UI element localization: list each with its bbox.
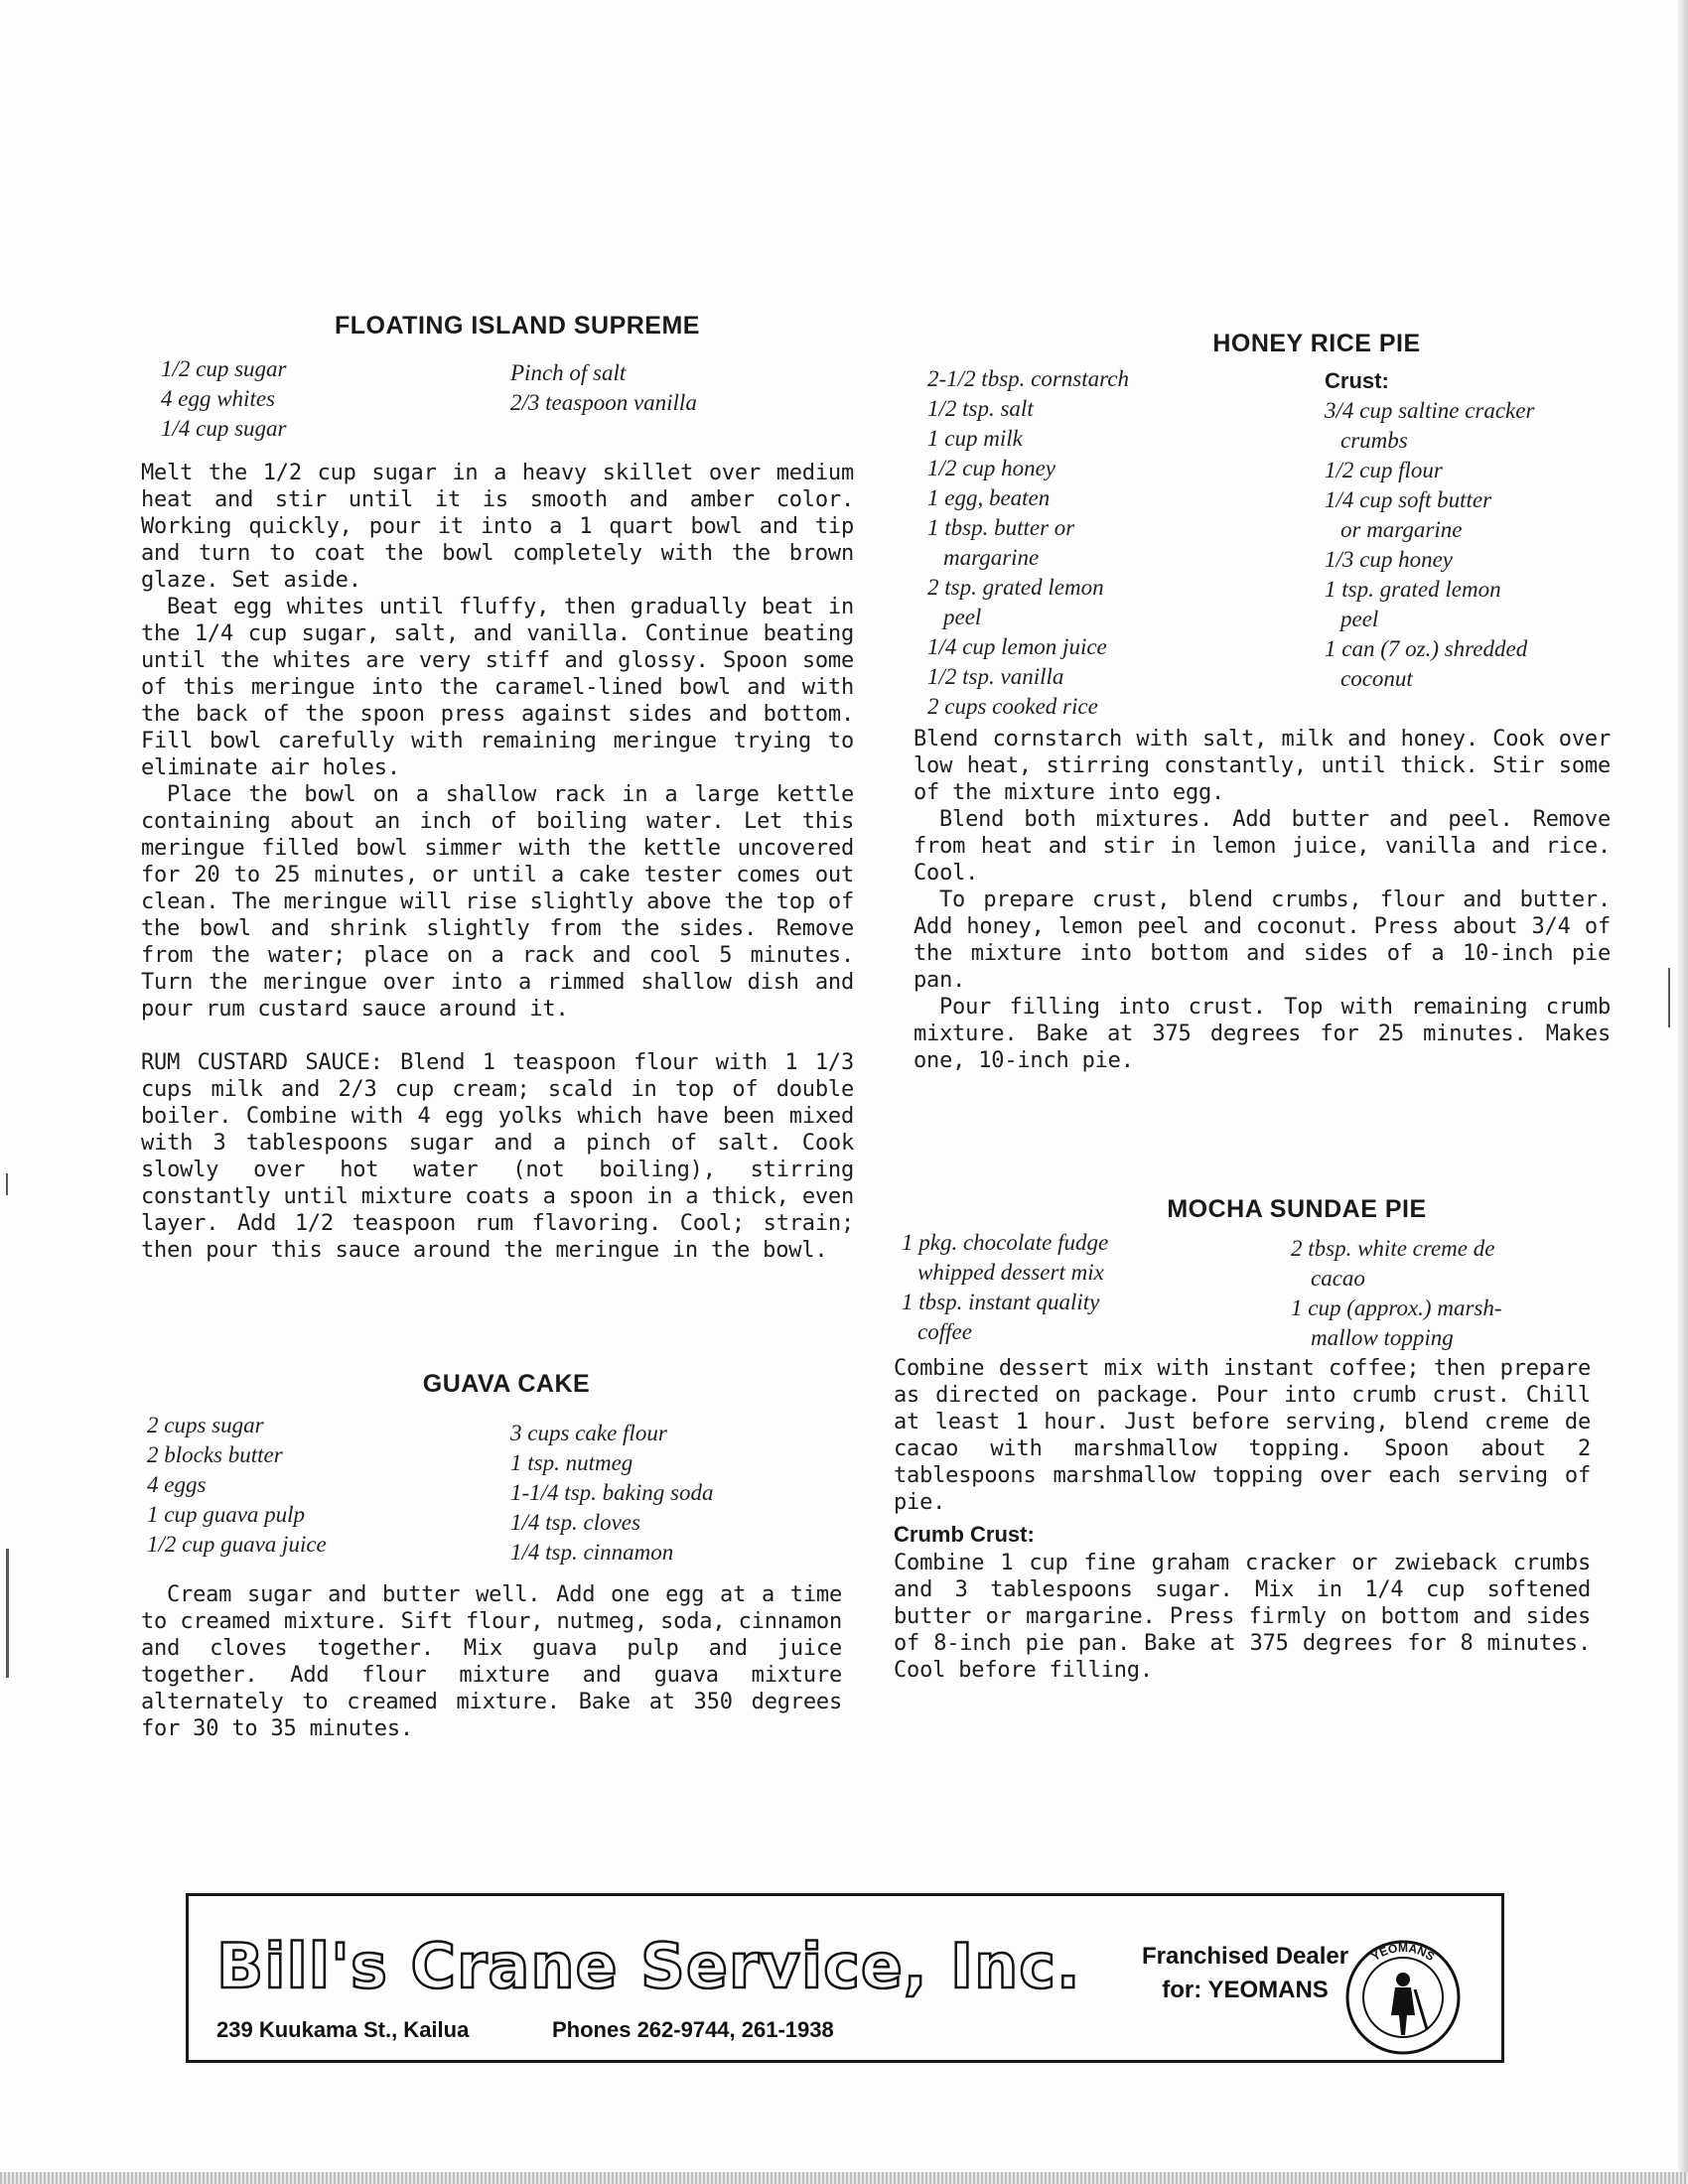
ingredient: 1/2 tsp. salt (927, 396, 1034, 421)
ingredient-column-right (1325, 364, 1534, 722)
company-phones: Phones 262-9744, 261-1938 (552, 2017, 834, 2042)
ingredient: 2/3 teaspoon vanilla (510, 390, 697, 415)
ingredient: 2-1/2 tbsp. cornstarch (927, 366, 1129, 391)
ingredient: 4 egg whites (161, 386, 275, 411)
ingredient-column-left (141, 1411, 510, 1568)
page-edge-right (1678, 0, 1688, 2184)
ingredient: 4 eggs (147, 1472, 207, 1497)
recipe-guava-cake (141, 1370, 842, 1742)
ingredient: 1 can (7 oz.) shredded (1325, 636, 1528, 661)
ingredient: 1 cup milk (927, 426, 1023, 451)
ingredient: 1/4 cup soft butter (1325, 487, 1492, 512)
recipe-title: MOCHA SUNDAE PIE (1167, 1195, 1427, 1223)
ingredient: 1/2 tsp. vanilla (927, 664, 1064, 689)
instruction-paragraph: Combine dessert mix with instant coffee; then prepare as directed on package. Pour into crumb crust. Chill at least 1 hour. Just before serving, blend creme de cacao with marshmallow topping. Spoon about 2 tablespoons marshmallow topping over each serving of pie. (894, 1356, 1591, 1515)
ingredient: 1/4 cup sugar (161, 416, 287, 441)
svg-text:YEOMANS: YEOMANS (1368, 1941, 1438, 1965)
ingredient-list (894, 1228, 1591, 1353)
recipe-instructions (141, 460, 854, 1264)
ingredient-column-right (1291, 1228, 1502, 1353)
instruction-paragraph: Place the bowl on a shallow rack in a large kettle containing about an inch of boiling water. Let this meringue filled bowl simmer with the kettle uncovered for 20 to 25 minutes, or until a cake tester comes out clean. The meringue will rise slightly above the top of the bowl and shrink slightly from the sides. Remove from the water; place on a rack and cool 5 minutes. Turn the meringue over into a rimmed shallow dish and pour rum custard sauce around it. (141, 782, 854, 1022)
ingredient: 1 tbsp. instant quality (902, 1290, 1100, 1314)
ingredient: coconut (1340, 666, 1413, 691)
recipe-instructions (141, 1581, 842, 1742)
crumb-crust-heading: Crumb Crust: (894, 1522, 1035, 1547)
ingredient: 1/4 tsp. cinnamon (510, 1540, 674, 1565)
ingredient: 1 tbsp. butter or (927, 515, 1075, 540)
yeomans-seal-icon (1343, 1938, 1463, 2057)
ingredient: 2 tbsp. white creme de (1291, 1236, 1495, 1261)
ingredient: or margarine (1340, 517, 1463, 542)
company-address: 239 Kuukama St., Kailua (216, 2017, 470, 2042)
recipe-honey-rice-pie (914, 330, 1611, 1074)
ingredient: whipped dessert mix (917, 1260, 1104, 1285)
advertisement-box (186, 1893, 1504, 2063)
ingredient: 1-1/4 tsp. baking soda (510, 1480, 714, 1505)
ingredient-column-left (914, 364, 1325, 722)
company-name: Bill's Crane Service, Inc. (216, 1930, 1081, 2002)
instruction-paragraph: Beat egg whites until fluffy, then gradually beat in the 1/4 cup sugar, salt, and vanilla. Continue beating until the whites are very stiff and glossy. Spoon some of this meringue into the caramel-lined bowl and with the back of the spoon press against sides and bottom. Fill bowl carefully with remaining meringue trying to eliminate air holes. (141, 595, 854, 780)
ingredient: peel (943, 605, 982, 629)
ingredient: 2 cups sugar (147, 1413, 264, 1437)
ingredient: 1 cup (approx.) marsh- (1291, 1296, 1502, 1320)
ingredient: 3 cups cake flour (510, 1421, 667, 1445)
ingredient: cacao (1311, 1266, 1365, 1291)
recipe-mocha-sundae-pie (894, 1195, 1591, 1684)
ingredient: 1/3 cup honey (1325, 547, 1454, 572)
ingredient: crumbs (1340, 428, 1408, 453)
ingredient: 3/4 cup saltine cracker (1325, 398, 1535, 423)
ingredient: 1/2 cup honey (927, 456, 1056, 480)
ingredient: Pinch of salt (510, 360, 627, 385)
ingredient: 1 pkg. chocolate fudge (902, 1230, 1109, 1255)
instruction-paragraph: Melt the 1/2 cup sugar in a heavy skillet over medium heat and stir until it is smooth and amber color. Working quickly, pour it into a 1 quart bowl and tip and turn to coat the bowl completely with the brown glaze. Set aside. (141, 461, 854, 593)
ingredient-list (141, 354, 854, 444)
ingredient: peel (1340, 607, 1379, 631)
ingredient-list (914, 364, 1611, 722)
dealer-line: for: YEOMANS (1162, 1977, 1329, 2003)
recipe-title: HONEY RICE PIE (1212, 330, 1421, 357)
ingredient-column-left (894, 1228, 1291, 1353)
crust-heading: Crust: (1325, 368, 1389, 393)
recipe-instructions (914, 726, 1611, 1074)
instruction-paragraph: Cream sugar and butter well. Add one egg at a time to creamed mixture. Sift flour, nutmeg, soda, cinnamon and cloves together. Mix guava pulp and juice together. Add flour mixture and guava mixture alternately to creamed mixture. Bake at 350 degrees for 30 to 35 minutes. (141, 1582, 842, 1741)
ingredient-column-left (141, 354, 510, 444)
ingredient: 1/2 cup flour (1325, 458, 1443, 482)
ingredient: 2 tsp. grated lemon (927, 575, 1104, 600)
instruction-paragraph: Combine 1 cup fine graham cracker or zwieback crumbs and 3 tablespoons sugar. Mix in 1/4 cup softened butter or margarine. Press firmly on bottom and sides of 8-inch pie pan. Bake at 375 degrees for 8 minutes. Cool before filling. (894, 1551, 1591, 1683)
recipe-title: FLOATING ISLAND SUPREME (335, 312, 700, 340)
ingredient-column-right (510, 1411, 713, 1568)
ingredient: mallow topping (1311, 1325, 1454, 1350)
ingredient: 2 cups cooked rice (927, 694, 1098, 719)
ingredient: 1 cup guava pulp (147, 1502, 306, 1527)
instruction-paragraph: Blend cornstarch with salt, milk and honey. Cook over low heat, stirring constantly, until thick. Stir some of the mixture into egg. (914, 727, 1611, 805)
ingredient: 2 blocks butter (147, 1442, 283, 1467)
recipe-instructions (894, 1355, 1591, 1516)
ingredient: 1 egg, beaten (927, 485, 1051, 510)
recipe-floating-island (141, 312, 854, 1264)
scan-mark (1668, 968, 1670, 1027)
binding-mark (6, 1173, 8, 1195)
ingredient-list (141, 1411, 842, 1568)
instruction-paragraph: To prepare crust, blend crumbs, flour and butter. Add honey, lemon peel and coconut. Press about 3/4 of the mixture into bottom and sides of a 10-inch pie pan. (914, 887, 1611, 993)
instruction-paragraph: Pour filling into crust. Top with remaining crumb mixture. Bake at 375 degrees for 25 minutes. Makes one, 10-inch pie. (914, 995, 1611, 1073)
binding-mark (6, 1549, 9, 1678)
ingredient: coffee (917, 1319, 972, 1344)
rum-custard-sauce-paragraph: RUM CUSTARD SAUCE: Blend 1 teaspoon flour with 1 1/3 cups milk and 2/3 cup cream; scald in top of double boiler. Combine with 4 egg yolks which have been mixed with 3 tablespoons sugar and a pinch of salt. Cook slowly over hot water (not boiling), stirring constantly until mixture coats a spoon in a thick, even layer. Add 1/2 teaspoon rum flavoring. Cool; strain; then pour this sauce around the meringue in the bowl. (141, 1050, 854, 1263)
instruction-paragraph: Blend both mixtures. Add butter and peel. Remove from heat and stir in lemon juice, vanilla and rice. Cool. (914, 807, 1611, 886)
ingredient-column-right (510, 354, 697, 444)
ingredient: 1 tsp. grated lemon (1325, 577, 1501, 602)
ingredient: 1/4 tsp. cloves (510, 1510, 640, 1535)
dealer-line: Franchised Dealer (1142, 1943, 1349, 1970)
crumb-crust-instructions (894, 1550, 1591, 1684)
ingredient: 1/2 cup sugar (161, 356, 287, 381)
dealer-text (1142, 1940, 1348, 2007)
page-edge-bottom (0, 2172, 1688, 2184)
recipe-title: GUAVA CAKE (422, 1370, 591, 1398)
ingredient: 1/4 cup lemon juice (927, 634, 1107, 659)
ingredient: 1/2 cup guava juice (147, 1532, 327, 1557)
ingredient: margarine (943, 545, 1040, 570)
ingredient: 1 tsp. nutmeg (510, 1450, 633, 1475)
